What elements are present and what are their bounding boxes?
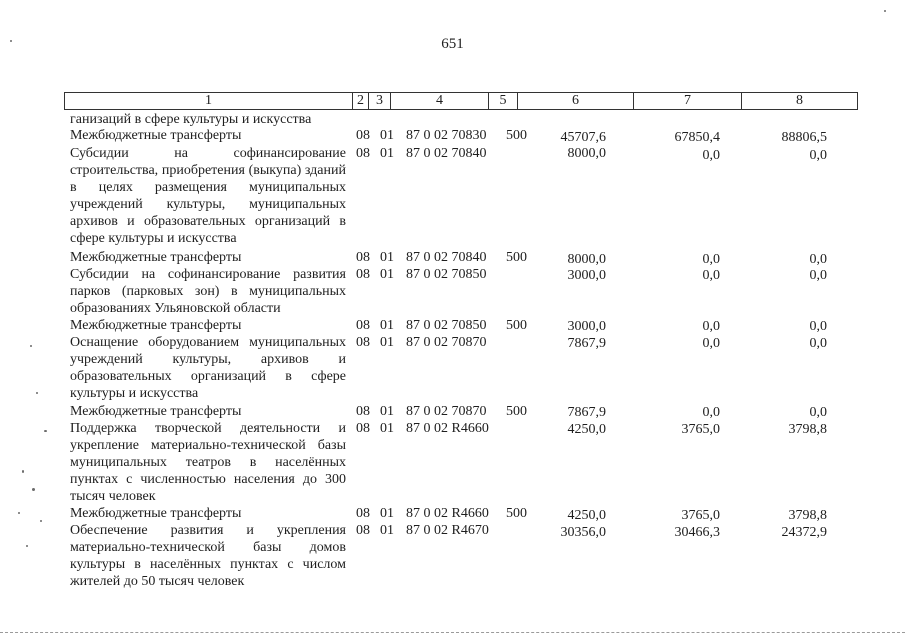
cell-amount-year-1: 3000,0 bbox=[567, 319, 606, 334]
cell-subsection: 01 bbox=[380, 404, 394, 419]
cell-expense-type: 500 bbox=[506, 250, 527, 265]
cell-amount-year-1: 7867,9 bbox=[567, 336, 606, 351]
cell-amount-year-3: 0,0 bbox=[809, 405, 827, 420]
row-description: Обеспечение развития и укрепления материально-технической базы домов культуры в населённых пунктах с числом жителей до 50 тысяч человек bbox=[70, 523, 346, 589]
cell-amount-year-1: 7867,9 bbox=[567, 405, 606, 420]
cell-section: 08 bbox=[356, 318, 370, 333]
cell-target-code: 87 0 02 70840 bbox=[406, 146, 487, 161]
scan-speck bbox=[18, 512, 20, 514]
column-header-7: 7 bbox=[634, 93, 742, 110]
cell-amount-year-2: 0,0 bbox=[702, 319, 720, 334]
cell-amount-year-1: 3000,0 bbox=[567, 268, 606, 283]
cell-amount-year-2: 30466,3 bbox=[674, 525, 720, 540]
row-description: Межбюджетные трансферты bbox=[70, 404, 242, 419]
cell-target-code: 87 0 02 70850 bbox=[406, 267, 487, 282]
cell-section: 08 bbox=[356, 506, 370, 521]
cell-subsection: 01 bbox=[380, 267, 394, 282]
cell-amount-year-1: 30356,0 bbox=[560, 525, 606, 540]
cell-subsection: 01 bbox=[380, 318, 394, 333]
cell-amount-year-3: 24372,9 bbox=[781, 525, 827, 540]
cell-section: 08 bbox=[356, 523, 370, 538]
cell-subsection: 01 bbox=[380, 421, 394, 436]
cell-amount-year-1: 4250,0 bbox=[567, 508, 606, 523]
cell-amount-year-2: 0,0 bbox=[702, 148, 720, 163]
cell-amount-year-3: 3798,8 bbox=[788, 508, 827, 523]
cell-section: 08 bbox=[356, 250, 370, 265]
cell-amount-year-3: 0,0 bbox=[809, 319, 827, 334]
cell-amount-year-3: 0,0 bbox=[809, 252, 827, 267]
cell-amount-year-1: 8000,0 bbox=[567, 146, 606, 161]
scan-speck bbox=[22, 470, 24, 473]
cell-subsection: 01 bbox=[380, 335, 394, 350]
cell-section: 08 bbox=[356, 146, 370, 161]
cell-amount-year-1: 45707,6 bbox=[560, 130, 606, 145]
cell-amount-year-2: 0,0 bbox=[702, 336, 720, 351]
cell-target-code: 87 0 02 R4670 bbox=[406, 523, 489, 538]
scan-speck bbox=[36, 392, 38, 394]
row-description: Межбюджетные трансферты bbox=[70, 506, 242, 521]
row-description: Межбюджетные трансферты bbox=[70, 250, 242, 265]
cell-section: 08 bbox=[356, 404, 370, 419]
column-header-row bbox=[65, 93, 858, 110]
cell-amount-year-2: 3765,0 bbox=[681, 508, 720, 523]
cell-subsection: 01 bbox=[380, 128, 394, 143]
row-description: Межбюджетные трансферты bbox=[70, 318, 242, 333]
scan-speck bbox=[30, 345, 32, 347]
cell-expense-type: 500 bbox=[506, 506, 527, 521]
cell-amount-year-3: 3798,8 bbox=[788, 422, 827, 437]
cell-expense-type: 500 bbox=[506, 128, 527, 143]
scan-edge-line bbox=[0, 632, 905, 633]
cell-amount-year-3: 0,0 bbox=[809, 268, 827, 283]
row-description: Межбюджетные трансферты bbox=[70, 128, 242, 143]
scan-speck bbox=[10, 40, 12, 42]
row-description: Субсидии на софинансирование развития парков (парковых зон) в муниципальных образованиях Ульяновской области bbox=[70, 267, 346, 316]
cell-subsection: 01 bbox=[380, 250, 394, 265]
scan-speck bbox=[40, 520, 42, 522]
row-description: Субсидии на софинансирование строительства, приобретения (выкупа) зданий в целях размещения муниципальных учреждений культуры, муниципальных архивов и образовательных организаций в сфере культуры и искусства bbox=[70, 146, 346, 246]
row-description: Поддержка творческой деятельности и укрепление материально-технической базы муниципальных театров в населённых пунктах с численностью населения до 300 тысяч человек bbox=[70, 421, 346, 504]
cell-section: 08 bbox=[356, 128, 370, 143]
cell-amount-year-1: 8000,0 bbox=[567, 252, 606, 267]
cell-subsection: 01 bbox=[380, 146, 394, 161]
scan-speck bbox=[44, 430, 47, 432]
scan-speck bbox=[884, 10, 886, 12]
cell-subsection: 01 bbox=[380, 523, 394, 538]
row-description: ганизаций в сфере культуры и искусства bbox=[70, 112, 312, 127]
cell-amount-year-2: 0,0 bbox=[702, 252, 720, 267]
cell-target-code: 87 0 02 R4660 bbox=[406, 421, 489, 436]
cell-section: 08 bbox=[356, 421, 370, 436]
scan-speck bbox=[32, 488, 35, 491]
cell-section: 08 bbox=[356, 335, 370, 350]
column-header-table bbox=[64, 92, 858, 110]
cell-amount-year-1: 4250,0 bbox=[567, 422, 606, 437]
page-number: 651 bbox=[441, 36, 464, 52]
column-header-6: 6 bbox=[518, 93, 634, 110]
cell-target-code: 87 0 02 R4660 bbox=[406, 506, 489, 521]
cell-amount-year-2: 67850,4 bbox=[674, 130, 720, 145]
column-header-2: 2 bbox=[353, 93, 369, 110]
scan-speck bbox=[26, 545, 28, 547]
cell-target-code: 87 0 02 70850 bbox=[406, 318, 487, 333]
cell-section: 08 bbox=[356, 267, 370, 282]
cell-amount-year-2: 0,0 bbox=[702, 405, 720, 420]
cell-expense-type: 500 bbox=[506, 318, 527, 333]
cell-amount-year-2: 3765,0 bbox=[681, 422, 720, 437]
cell-target-code: 87 0 02 70840 bbox=[406, 250, 487, 265]
cell-target-code: 87 0 02 70870 bbox=[406, 335, 487, 350]
cell-subsection: 01 bbox=[380, 506, 394, 521]
cell-amount-year-3: 0,0 bbox=[809, 148, 827, 163]
cell-amount-year-3: 0,0 bbox=[809, 336, 827, 351]
column-header-1: 1 bbox=[65, 93, 353, 110]
row-description: Оснащение оборудованием муниципальных учреждений культуры, архивов и образовательных организаций в сфере культуры и искусства bbox=[70, 335, 346, 401]
cell-target-code: 87 0 02 70870 bbox=[406, 404, 487, 419]
column-header-3: 3 bbox=[369, 93, 391, 110]
column-header-4: 4 bbox=[391, 93, 489, 110]
column-header-5: 5 bbox=[489, 93, 518, 110]
column-header-8: 8 bbox=[742, 93, 858, 110]
cell-amount-year-3: 88806,5 bbox=[781, 130, 827, 145]
cell-amount-year-2: 0,0 bbox=[702, 268, 720, 283]
cell-expense-type: 500 bbox=[506, 404, 527, 419]
cell-target-code: 87 0 02 70830 bbox=[406, 128, 487, 143]
